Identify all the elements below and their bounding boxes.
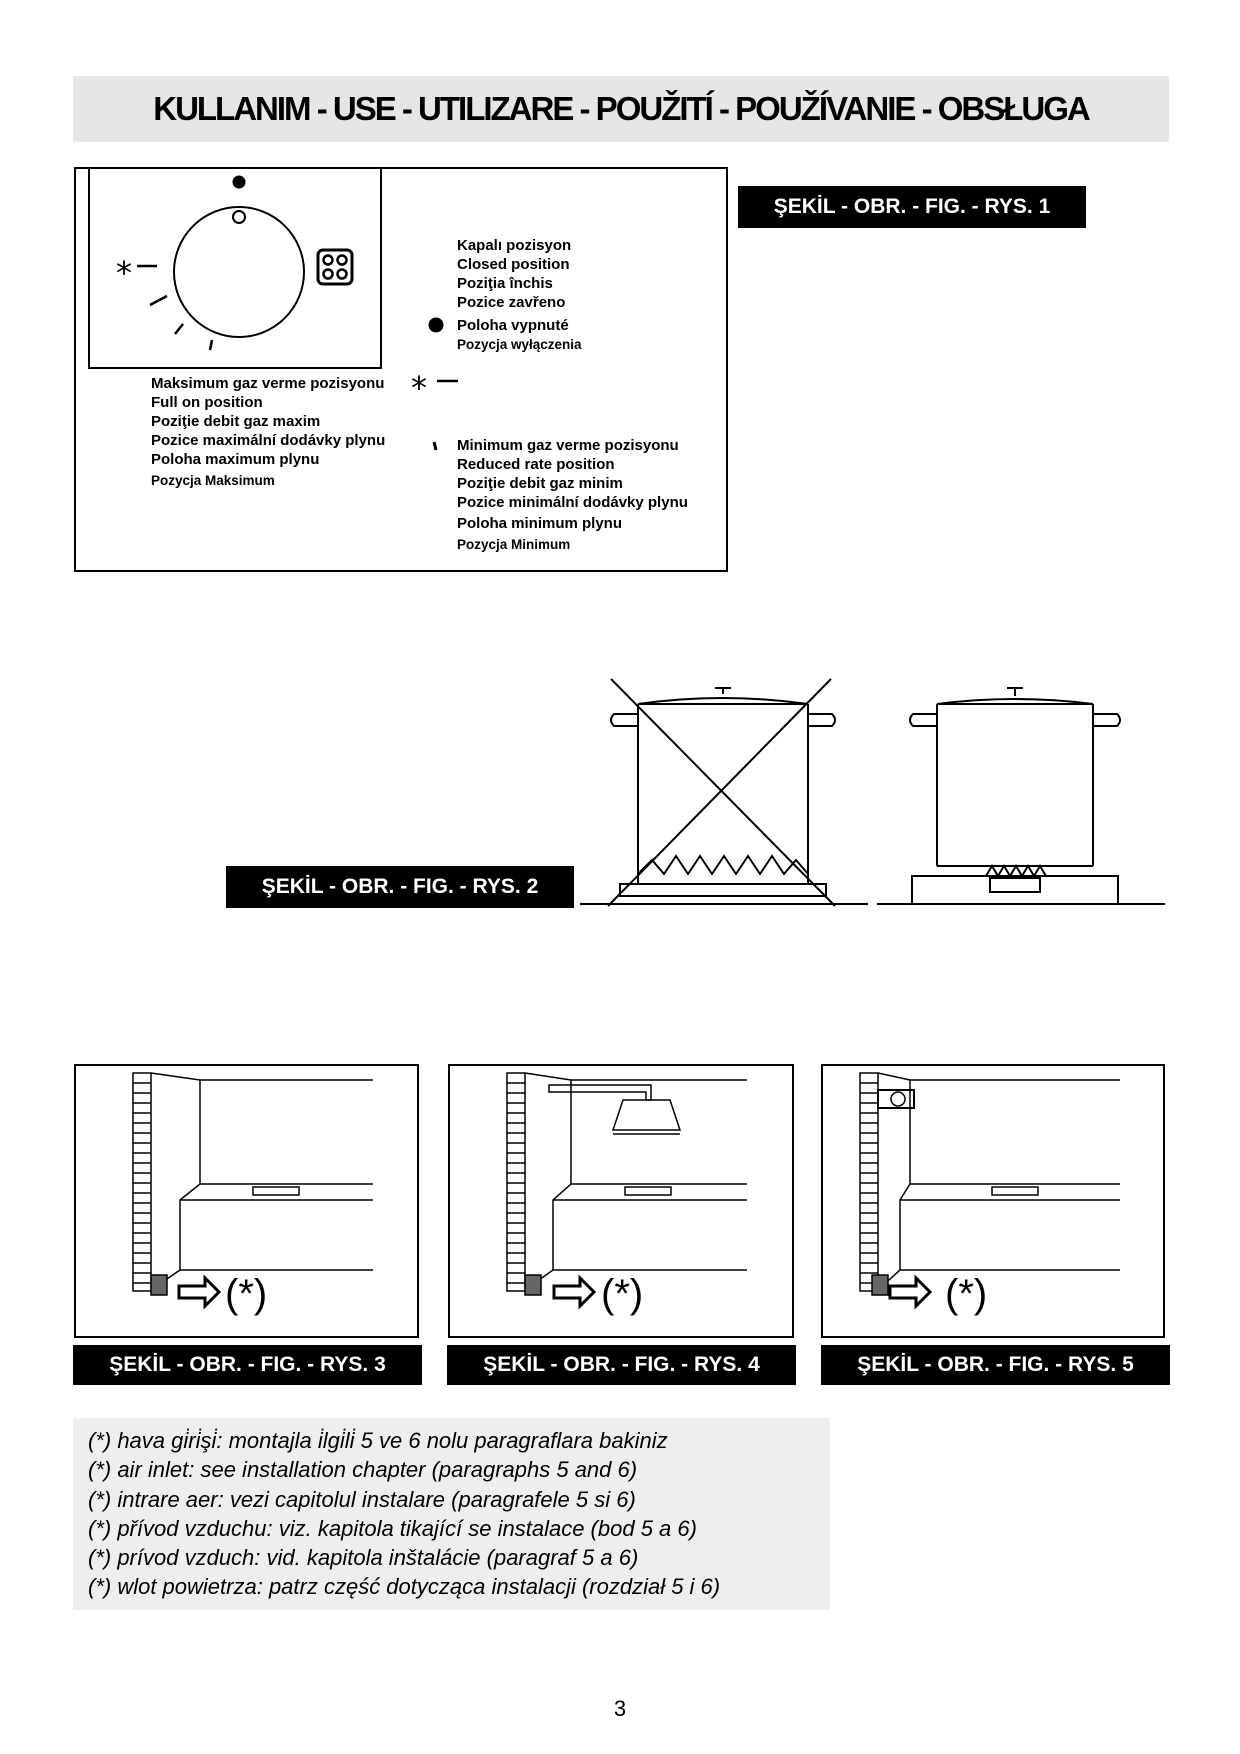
full-label-cz: Pozice maximální dodávky plynu <box>151 432 386 449</box>
fig2-label: ŞEKİL - OBR. - FIG. - RYS. 2 <box>226 866 574 908</box>
note-tr: (*) hava gi̇ri̇şi̇: montajla i̇lgi̇li̇ 5 ve 6 nolu paragraflara bakiniz <box>88 1428 668 1453</box>
knob-dial <box>174 207 304 337</box>
closed-label-sk: Poloha vypnuté <box>457 317 569 334</box>
page-number: 3 <box>613 1696 627 1721</box>
note-en: (*) air inlet: see installation chapter (paragraphs 5 and 6) <box>88 1457 638 1483</box>
page-title: KULLANIM - USE - UTILIZARE - POUŽITÍ - POUŽÍVANIE - OBSŁUGA <box>153 90 1089 127</box>
fig2-drawing <box>580 679 1165 906</box>
min-label-cz: Pozice minimální dodávky plynu <box>457 494 688 511</box>
full-label-pl: Pozycja Maksimum <box>151 473 275 488</box>
closed-label-en: Closed position <box>457 256 570 273</box>
min-label-en: Reduced rate position <box>457 456 615 473</box>
closed-label-pl: Pozycja wyłączenia <box>457 337 582 352</box>
fig5-label: ŞEKİL - OBR. - FIG. - RYS. 5 <box>821 1345 1170 1385</box>
note-sk: (*) prívod vzduch: vid. kapitola inštalácie (paragraf 5 a 6) <box>88 1545 639 1571</box>
fig3-label: ŞEKİL - OBR. - FIG. - RYS. 3 <box>73 1345 422 1385</box>
closed-position-labels <box>457 236 582 354</box>
hob-symbol-icon <box>318 250 352 284</box>
closed-legend-dot <box>429 318 444 333</box>
knob-indicator <box>233 211 245 223</box>
fig3-air-marker: (*) <box>225 1272 268 1316</box>
full-label-sk: Poloha maximum plynu <box>151 451 320 468</box>
min-label-sk: Poloha minimum plynu <box>457 515 623 532</box>
max-legend-asterisk-icon: * <box>411 369 427 407</box>
minimum-position-labels <box>457 436 688 554</box>
min-label-pl: Pozycja Minimum <box>457 537 571 552</box>
closed-label-cz: Pozice zavřeno <box>457 294 566 311</box>
note-ro: (*) intrare aer: vezi capitolul instalare (paragrafele 5 si 6) <box>88 1486 636 1512</box>
fig1-dots <box>233 176 444 333</box>
min-label-tr: Minimum gaz verme pozisyonu <box>457 437 679 454</box>
full-label-ro: Poziţie debit gaz maxim <box>151 413 321 430</box>
fig4-air-marker: (*) <box>601 1272 644 1316</box>
max-asterisk-icon: * <box>116 254 132 292</box>
closed-label-tr: Kapalı pozisyon <box>457 237 572 254</box>
fig4-label: ŞEKİL - OBR. - FIG. - RYS. 4 <box>447 1345 796 1385</box>
full-label-en: Full on position <box>151 394 263 411</box>
fig1-label: ŞEKİL - OBR. - FIG. - RYS. 1 <box>738 186 1086 228</box>
note-pl: (*) wlot powietrza: patrz część dotycząca instalacji (rozdział 5 i 6) <box>88 1574 721 1600</box>
fig5-air-marker: (*) <box>945 1272 988 1316</box>
fig5-drawing <box>822 1065 1164 1337</box>
full-label-tr: Maksimum gaz verme pozisyonu <box>151 375 385 392</box>
full-position-labels <box>151 374 385 490</box>
closed-label-ro: Poziţia închis <box>457 275 553 292</box>
air-inlet-notes <box>88 1426 720 1602</box>
note-cz: (*) přívod vzduchu: viz. kapitola tikající se instalace (bod 5 a 6) <box>88 1515 697 1541</box>
off-position-dot <box>233 176 246 189</box>
min-label-ro: Poziţie debit gaz minim <box>457 475 623 492</box>
